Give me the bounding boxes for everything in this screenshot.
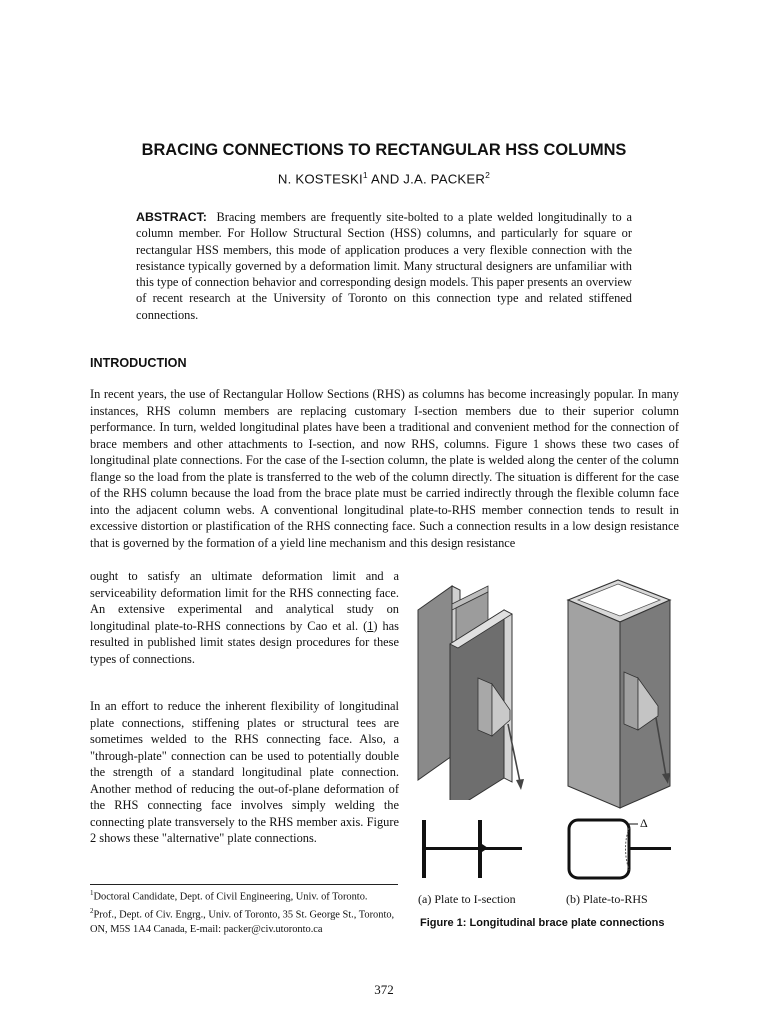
page-number: 372 bbox=[374, 982, 394, 997]
footnote-rule bbox=[90, 884, 398, 885]
intro-paragraph-1-continued bbox=[90, 568, 399, 667]
figure-1a-isection-drawing bbox=[412, 580, 532, 800]
intro-text-a: ought to satisfy an ultimate deformation limit and a serviceability deformation limit for the RHS connecting face. An extensive experimental and analytical study on longitudinal plate-to-RHS connections by Cao et al. ( bbox=[90, 569, 399, 633]
paper-title: BRACING CONNECTIONS TO RECTANGULAR HSS COLUMNS bbox=[141, 141, 627, 159]
figure-1-title: Figure 1: Longitudinal brace plate connections bbox=[420, 917, 665, 929]
footnote-2-text: Prof., Dept. of Civ. Engrg., Univ. of Toronto, 35 St. George St., Toronto, ON, M5S 1A4 Canada, E-mail: packer@civ.utoronto.ca bbox=[90, 909, 395, 935]
intro-paragraph-1: In recent years, the use of Rectangular Hollow Sections (RHS) as columns has become increasingly popular. In many instances, RHS column members are replacing customary I-section members due to their superior column performance. In turn, welded longitudinal plates have been a traditional and convenient method for the connection of brace members and other attachments to I-section, and now RHS, columns. Figure 1 shows these two cases of longitudinal plate connections. For the case of the I-section column, the plate is welded along the center of the column flange so the load from the plate is transferred to the web of the column directly. The situation is different for the case of the RHS column because the load from the brace plate must be carried indirectly through the flexible column face into the adjacent column webs. A conventional longitudinal plate-to-RHS member connection tends to result in excessive distortion or plastification of the RHS connecting face. Such a connection results in a low design resistance that is governed by the formation of a yield line mechanism and this design resistance bbox=[90, 387, 679, 550]
intro-text-b: ) has resulted in published limit states design procedures for these types of connections. bbox=[90, 618, 399, 666]
figure-1b-rhs-drawing bbox=[562, 572, 682, 812]
abstract bbox=[136, 209, 632, 323]
abstract-label: ABSTRACT: bbox=[136, 210, 207, 224]
author-line bbox=[0, 170, 768, 186]
footnote-2 bbox=[90, 904, 410, 936]
figure-caption-a: (a) Plate to I-section bbox=[418, 892, 516, 906]
figure-1a-plan-view bbox=[418, 818, 528, 880]
figure-1b-plan-view bbox=[566, 816, 676, 882]
author-1: N. KOSTESKI bbox=[277, 171, 363, 187]
reference-link-1[interactable]: 1 bbox=[367, 618, 374, 633]
footnote-1 bbox=[90, 886, 410, 904]
delta-symbol: Δ bbox=[640, 816, 648, 830]
footnote-2-mark: 2 bbox=[90, 907, 94, 916]
abstract-text: Bracing members are frequently site-bolted to a plate welded longitudinally to a column member. For Hollow Structural Section (HSS) columns, and particularly for square or rectangular HSS members, this mode of application produces a very flexible connection with the resistance typically governed by a deformation limit. Many structural designers are unfamiliar with this type of connection behavior and corresponding design models. This paper presents an overview of recent research at the University of Toronto on this connection type and related stiffened connections. bbox=[136, 210, 632, 322]
author-1-mark: 1 bbox=[362, 170, 368, 180]
footnote-1-mark: 1 bbox=[90, 889, 94, 897]
author-2-mark: 2 bbox=[485, 170, 491, 180]
intro-paragraph-2: In an effort to reduce the inherent flexibility of longitudinal plate connections, stiffening plates or structural tees are sometimes welded to the RHS connecting face. Also, a "through-plate" connection can be used to potentially double the strength of a standard longitudinal plate connection. Another method of reducing the out-of-plane deformation of the RHS connecting face involves simply welding the connecting plate transversely to the RHS member axis. Figure 2 shows these "alternative" plate connections. bbox=[90, 699, 399, 845]
footnotes bbox=[90, 886, 410, 937]
author-2: AND J.A. PACKER bbox=[367, 171, 486, 187]
section-heading-introduction: INTRODUCTION bbox=[90, 356, 187, 370]
figure-caption-b: (b) Plate-to-RHS bbox=[566, 892, 648, 906]
footnote-1-text: Doctoral Candidate, Dept. of Civil Engineering, Univ. of Toronto. bbox=[93, 891, 368, 903]
